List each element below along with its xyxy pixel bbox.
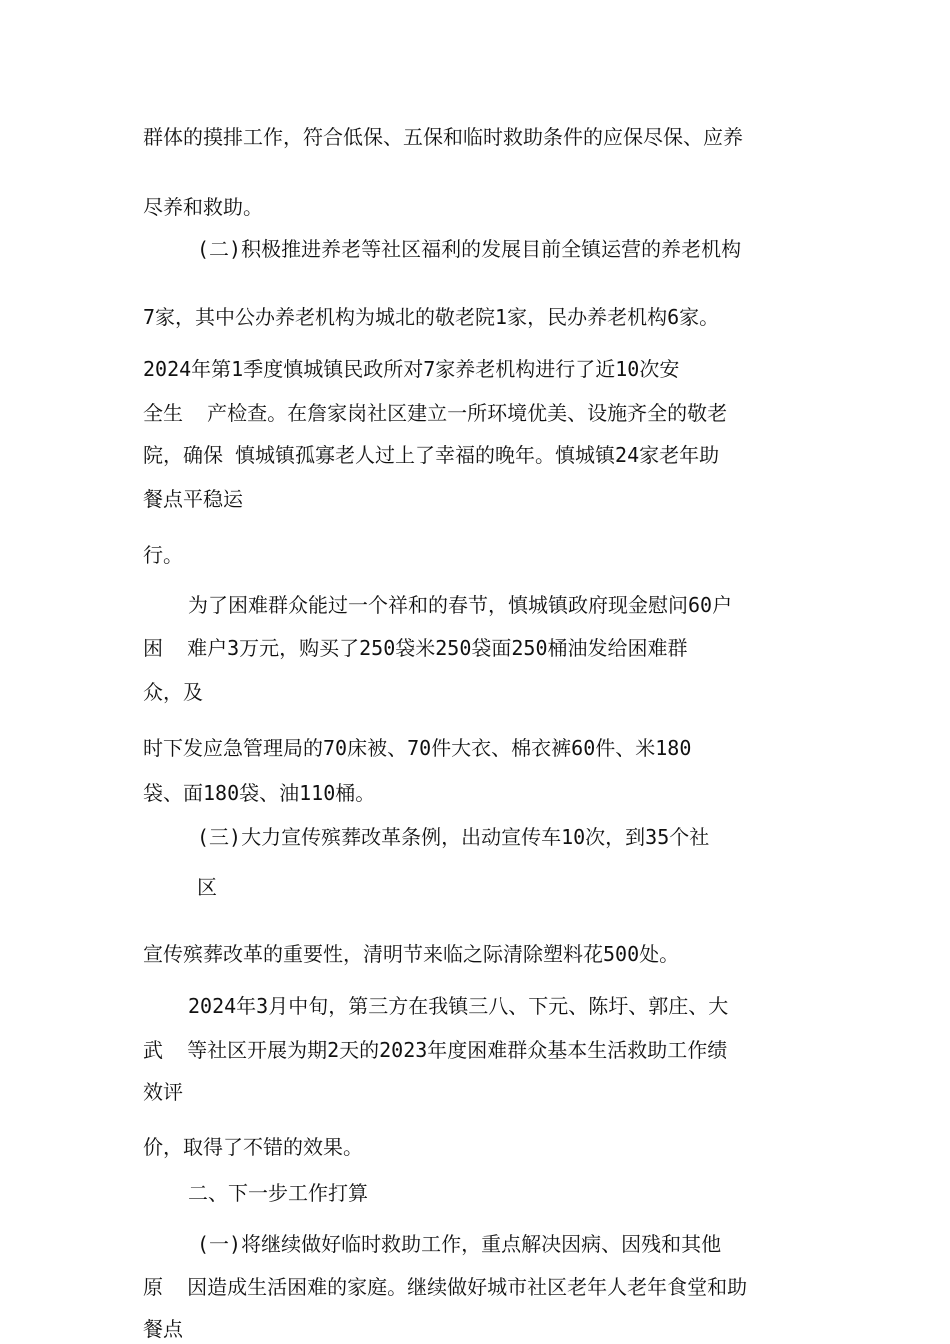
- section-heading: 二、下一步工作打算: [188, 1181, 368, 1205]
- body-text-line: 全生 产检查。在詹家岗社区建立一所环境优美、设施齐全的敬老: [143, 401, 728, 425]
- body-text-line: 餐点: [143, 1317, 183, 1341]
- body-text-line: 原 因造成生活困难的家庭。继续做好城市社区老年人老年食堂和助: [143, 1275, 748, 1299]
- section-heading: (三)大力宣传殡葬改革条例，出动宣传车10次，到35个社: [197, 825, 710, 849]
- body-text-line: 尽养和救助。: [143, 195, 263, 219]
- section-heading: 区: [197, 875, 217, 899]
- body-text-line: 效评: [143, 1080, 183, 1104]
- section-heading: (二)积极推进养老等社区福利的发展目前全镇运营的养老机构: [197, 237, 742, 261]
- section-heading: (一)将继续做好临时救助工作，重点解决因病、因残和其他: [197, 1232, 722, 1256]
- body-text-line: 群体的摸排工作，符合低保、五保和临时救助条件的应保尽保、应养: [143, 125, 743, 149]
- body-text-line: 宣传殡葬改革的重要性，清明节来临之际清除塑料花500处。: [143, 942, 680, 966]
- body-text-line: 武 等社区开展为期2天的2023年度困难群众基本生活救助工作绩: [143, 1038, 728, 1062]
- body-text-line: 困 难户3万元，购买了250袋米250袋面250桶油发给困难群: [143, 636, 688, 660]
- body-text-line: 为了困难群众能过一个祥和的春节，慎城镇政府现金慰问60户: [188, 593, 733, 617]
- body-text-line: 行。: [143, 543, 183, 567]
- body-text-line: 2024年第1季度慎城镇民政所对7家养老机构进行了近10次安: [143, 357, 680, 381]
- body-text-line: 众，及: [143, 680, 203, 704]
- body-text-line: 袋、面180袋、油110桶。: [143, 781, 376, 805]
- body-text-line: 餐点平稳运: [143, 487, 243, 511]
- body-text-line: 院，确保 慎城镇孤寡老人过上了幸福的晚年。慎城镇24家老年助: [143, 443, 720, 467]
- body-text-line: 时下发应急管理局的70床被、70件大衣、棉衣裤60件、米180: [143, 736, 692, 760]
- body-text-line: 2024年3月中旬，第三方在我镇三八、下元、陈圩、郭庄、大: [188, 994, 729, 1018]
- body-text-line: 7家，其中公办养老机构为城北的敬老院1家，民办养老机构6家。: [143, 305, 720, 329]
- body-text-line: 价，取得了不错的效果。: [143, 1135, 363, 1159]
